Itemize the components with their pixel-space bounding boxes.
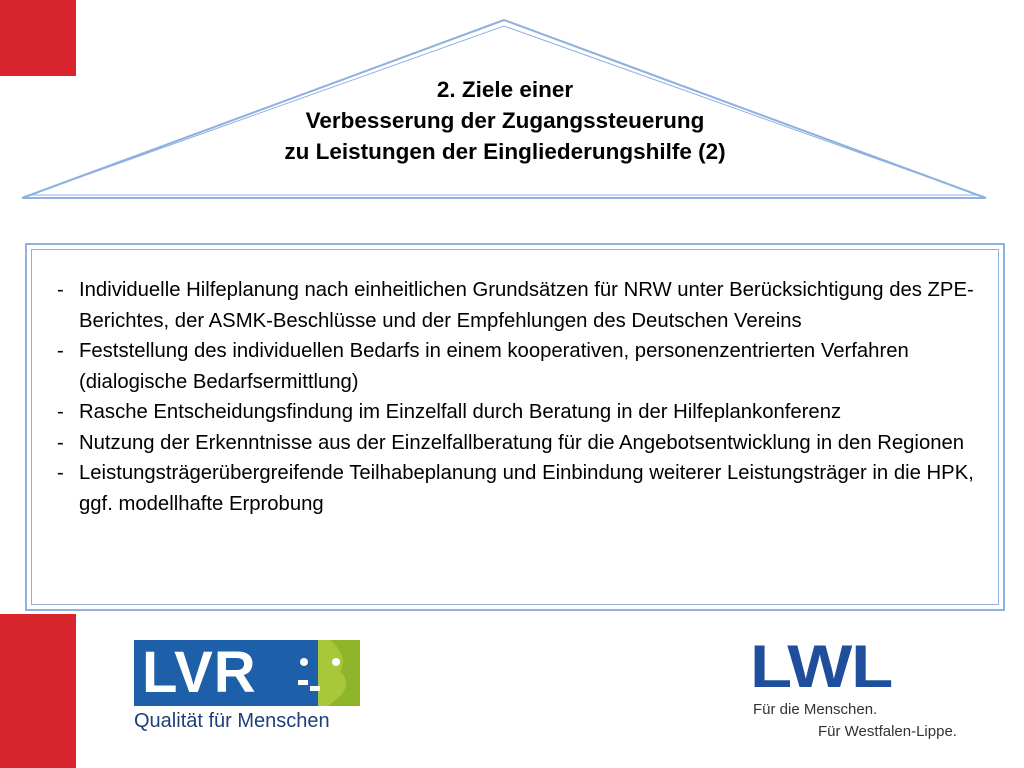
bullet-text: Individuelle Hilfeplanung nach einheitlichen Grundsätzen für NRW unter Berücksichtigung des ZPE-Berichtes, der ASMK-Beschlüsse und der Empfehlungen des Deutschen Vereins [79,279,974,332]
bullet-dash: - [57,401,64,423]
title-line-1: 2. Ziele einer [436,77,574,102]
list-item [57,336,1002,397]
bullet-dash: - [57,279,64,301]
title-line-2: Verbesserung der Zugangssteuerung [305,108,705,133]
bullet-text: Rasche Entscheidungsfindung im Einzelfall durch Beratung in der Hilfeplankonferenz [79,401,842,423]
list-item [57,397,1002,428]
list-item [57,275,1002,336]
lvr-face-icon [290,640,360,706]
lvr-logo-box [134,640,360,706]
bullet-dash: - [57,431,64,454]
list-item [57,458,1002,519]
lvr-logo-letters: LVR [142,640,257,705]
lwl-logo-letters: LWL [750,633,893,700]
lwl-tagline-line-2: Für Westfalen-Lippe. [818,723,957,740]
bullet-text: Feststellung des individuellen Bedarfs in einem kooperativen, personenzentrierten Verfahren (dialogische Bedarfsermittlung) [79,340,909,393]
lvr-tagline: Qualität für Menschen [134,710,330,732]
title-line-3: zu Leistungen der Eingliederungshilfe (2) [284,139,726,164]
lvr-logo [134,640,360,732]
slide-title [200,74,810,167]
bullet-text: Nutzung der Erkenntnisse aus der Einzelfallberatung für die Angebotsentwicklung in den Regionen [79,431,965,454]
red-corner-block-bottom [0,614,76,768]
list-item [57,428,1002,459]
bullet-dash: - [57,462,64,484]
lwl-tagline-line-1: Für die Menschen. [753,701,878,718]
goals-bullet-list [57,275,1002,519]
bullet-dash: - [57,340,64,362]
lwl-logo [750,633,980,747]
bullet-text: Leistungsträgerübergreifende Teilhabeplanung und Einbindung weiterer Leistungsträger in die HPK, ggf. modellhafte Erprobung [79,462,974,515]
